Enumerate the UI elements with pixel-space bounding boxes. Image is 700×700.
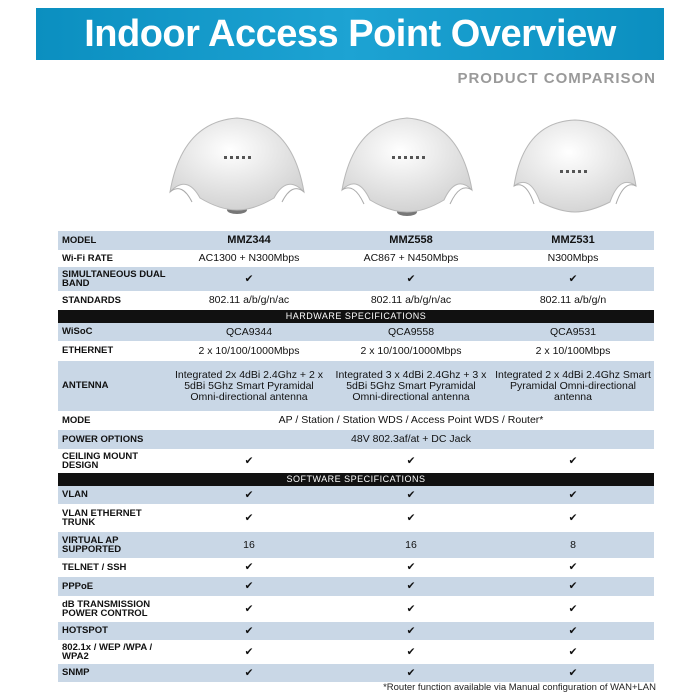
row-label: VLAN [58, 486, 168, 504]
cell-value: AC867 + N450Mbps [330, 250, 492, 267]
row-label: SIMULTANEOUS DUAL BAND [58, 267, 168, 291]
product-image-1 [162, 112, 312, 217]
table-row [58, 504, 654, 532]
check-icon: ✔ [492, 577, 654, 596]
model-row [58, 231, 654, 250]
table-row [58, 577, 654, 596]
access-point-dome-icon [162, 112, 312, 217]
row-label: Wi-Fi RATE [58, 250, 168, 267]
check-icon: ✔ [168, 486, 330, 504]
check-icon: ✔ [168, 596, 330, 622]
row-label: MODEL [58, 231, 168, 250]
title-banner [36, 8, 664, 60]
row-label: STANDARDS [58, 291, 168, 310]
row-label: HOTSPOT [58, 622, 168, 640]
table-row [58, 532, 654, 558]
check-icon: ✔ [168, 504, 330, 532]
row-label: VLAN ETHERNET TRUNK [58, 504, 168, 532]
table-row [58, 250, 654, 267]
table-row [58, 323, 654, 341]
check-icon: ✔ [492, 596, 654, 622]
check-icon: ✔ [330, 486, 492, 504]
check-icon: ✔ [330, 504, 492, 532]
check-icon: ✔ [330, 267, 492, 291]
check-icon: ✔ [492, 449, 654, 473]
table-row [58, 640, 654, 664]
row-label: 802.1x / WEP /WPA / WPA2 [58, 640, 168, 664]
section-title: SOFTWARE SPECIFICATIONS [58, 473, 654, 486]
check-icon: ✔ [492, 504, 654, 532]
section-title: HARDWARE SPECIFICATIONS [58, 310, 654, 323]
access-point-dome-icon [332, 112, 482, 217]
check-icon: ✔ [168, 640, 330, 664]
model-name: MMZ558 [330, 231, 492, 250]
check-icon: ✔ [330, 449, 492, 473]
row-label: MODE [58, 411, 168, 430]
table-row [58, 449, 654, 473]
check-icon: ✔ [330, 577, 492, 596]
check-icon: ✔ [330, 596, 492, 622]
row-label: ANTENNA [58, 361, 168, 411]
check-icon: ✔ [168, 449, 330, 473]
check-icon: ✔ [330, 622, 492, 640]
table-row [58, 411, 654, 430]
footnote: *Router function available via Manual configuration of WAN+LAN [383, 682, 656, 693]
table-row [58, 430, 654, 449]
table-row [58, 291, 654, 310]
row-label: dB TRANSMISSION POWER CONTROL [58, 596, 168, 622]
cell-value: 16 [330, 532, 492, 558]
cell-value: Integrated 2x 4dBi 2.4Ghz + 2 x 5dBi 5Ghz Smart Pyramidal Omni-directional antenna [168, 361, 330, 411]
cell-value: 16 [168, 532, 330, 558]
check-icon: ✔ [330, 664, 492, 682]
check-icon: ✔ [330, 558, 492, 577]
row-label: VIRTUAL AP SUPPORTED [58, 532, 168, 558]
section-header-software [58, 473, 654, 486]
row-label: CEILING MOUNT DESIGN [58, 449, 168, 473]
cell-value: 8 [492, 532, 654, 558]
cell-value: Integrated 3 x 4dBi 2.4Ghz + 3 x 5dBi 5Ghz Smart Pyramidal Omni-directional antenna [330, 361, 492, 411]
cell-value: QCA9531 [492, 323, 654, 341]
table-row [58, 341, 654, 361]
check-icon: ✔ [492, 486, 654, 504]
cell-value: N300Mbps [492, 250, 654, 267]
check-icon: ✔ [492, 640, 654, 664]
cell-value: 48V 802.3af/at + DC Jack [168, 430, 654, 449]
check-icon: ✔ [168, 664, 330, 682]
check-icon: ✔ [492, 664, 654, 682]
cell-value: 802.11 a/b/g/n [492, 291, 654, 310]
check-icon: ✔ [492, 267, 654, 291]
cell-value: 2 x 10/100/1000Mbps [168, 341, 330, 361]
cell-value: AC1300 + N300Mbps [168, 250, 330, 267]
product-image-3 [500, 112, 650, 217]
product-image-2 [332, 112, 482, 217]
row-label: TELNET / SSH [58, 558, 168, 577]
table-row [58, 486, 654, 504]
check-icon: ✔ [168, 577, 330, 596]
cell-value: Integrated 2 x 4dBi 2.4Ghz Smart Pyramidal Omni-directional antenna [492, 361, 654, 411]
table-row [58, 622, 654, 640]
table-row [58, 267, 654, 291]
cell-value: 2 x 10/100Mbps [492, 341, 654, 361]
cell-value: 2 x 10/100/1000Mbps [330, 341, 492, 361]
cell-value: 802.11 a/b/g/n/ac [168, 291, 330, 310]
page-subtitle: PRODUCT COMPARISON [457, 70, 656, 87]
cell-value: 802.11 a/b/g/n/ac [330, 291, 492, 310]
table-row [58, 664, 654, 682]
comparison-table [58, 231, 654, 682]
table-row [58, 361, 654, 411]
cell-value: QCA9344 [168, 323, 330, 341]
check-icon: ✔ [492, 622, 654, 640]
page-title: Indoor Access Point Overview [84, 12, 616, 55]
row-label: PPPoE [58, 577, 168, 596]
row-label: WiSoC [58, 323, 168, 341]
check-icon: ✔ [168, 558, 330, 577]
table-row [58, 596, 654, 622]
model-name: MMZ344 [168, 231, 330, 250]
row-label: ETHERNET [58, 341, 168, 361]
cell-value: AP / Station / Station WDS / Access Point WDS / Router* [168, 411, 654, 430]
check-icon: ✔ [168, 267, 330, 291]
access-point-dome-icon [500, 112, 650, 217]
check-icon: ✔ [330, 640, 492, 664]
section-header-hardware [58, 310, 654, 323]
model-name: MMZ531 [492, 231, 654, 250]
table-row [58, 558, 654, 577]
check-icon: ✔ [168, 622, 330, 640]
check-icon: ✔ [492, 558, 654, 577]
row-label: SNMP [58, 664, 168, 682]
cell-value: QCA9558 [330, 323, 492, 341]
row-label: POWER OPTIONS [58, 430, 168, 449]
